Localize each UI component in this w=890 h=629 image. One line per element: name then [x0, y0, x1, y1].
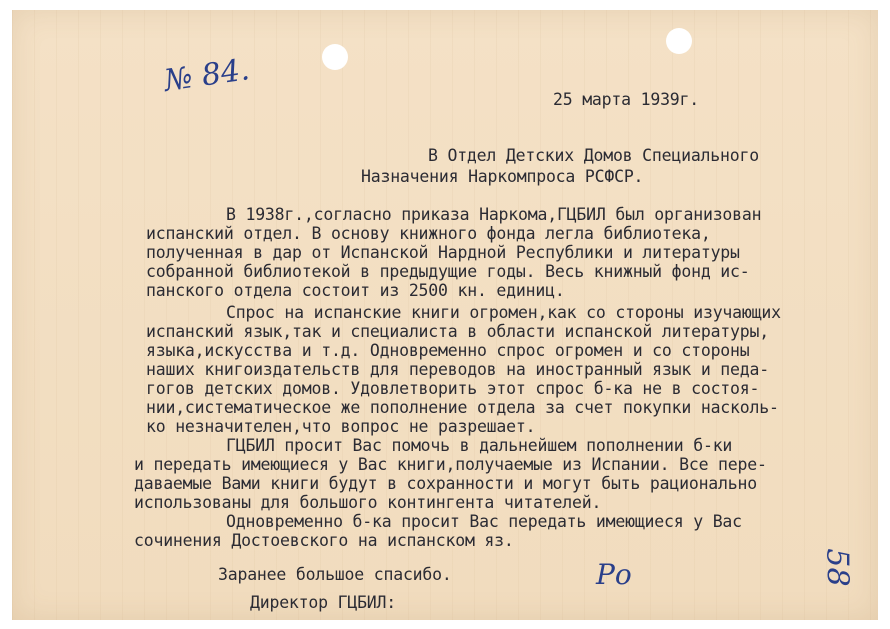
paper-sheet	[12, 10, 878, 620]
addressee-line-2: Назначения Наркомпроса РСФСР.	[361, 167, 644, 186]
body-line: ко незначителен,что вопрос не разрешает.	[146, 417, 536, 436]
body-line: наших книгоиздательств для переводов на иностранный язык и педа-	[146, 360, 769, 379]
body-line: испанский язык,так и специалиста в области испанской литературы,	[146, 322, 769, 341]
body-line: гогов детских домов. Удовлетворить этот спрос б-ка не в состоя-	[146, 379, 760, 398]
addressee-line-1: В Отдел Детских Домов Специального	[428, 146, 759, 165]
body-line: ГЦБИЛ просит Вас помочь в дальнейшем пополнении б-ки	[226, 436, 733, 455]
handwritten-archive-number: № 84.	[161, 52, 252, 99]
body-line: Одновременно б-ка просит Вас передать имеющиеся у Вас	[226, 512, 742, 531]
body-line: сочинения Достоевского на испанском яз.	[134, 531, 514, 550]
body-line: панского отдела состоит из 2500 кн. единиц.	[146, 281, 565, 300]
handwritten-signature: Ро	[596, 558, 632, 591]
body-line: языка,искусства и т.д. Одновременно спрос огромен и со стороны	[146, 341, 750, 360]
body-line: В 1938г.,согласно приказа Наркома,ГЦБИЛ был организован	[226, 205, 762, 224]
letter-date: 25 марта 1939г.	[553, 90, 700, 109]
body-line: полученная в дар от Испанской Нардной Республики и литературы	[146, 243, 740, 262]
body-line: собранной библиотекой в предыдущие годы. Весь книжный фонд ис-	[146, 262, 750, 281]
punch-hole-left	[322, 44, 348, 70]
signature-label: Директор ГЦБИЛ:	[250, 593, 397, 612]
body-line: Спрос на испанские книги огромен,как со стороны изучающих	[226, 303, 781, 322]
body-line: даваемые Вами книги будут в сохранности и могут быть рационально	[134, 474, 757, 493]
handwritten-page-number: 58	[819, 548, 855, 587]
body-line: испанский отдел. В основу книжного фонда легла библиотека,	[146, 224, 711, 243]
body-line: использованы для большого контингента читателей.	[134, 493, 602, 512]
body-line: нии,систематическое же пополнение отдела за счет покупки насколь-	[146, 398, 779, 417]
closing-line: Заранее большое спасибо.	[218, 565, 452, 584]
body-line: и передать имеющиеся у Вас книги,получаемые из Испании. Все пере-	[134, 455, 767, 474]
punch-hole-right	[666, 28, 692, 54]
